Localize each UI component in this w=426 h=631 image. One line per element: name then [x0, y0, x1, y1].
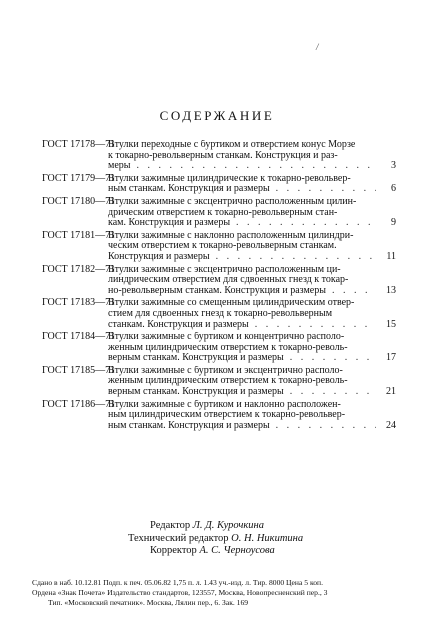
credit-editor — [0, 520, 426, 533]
toc-entry — [42, 231, 398, 263]
toc-title-line: Втулки зажимные с буртиком и эксцентрично располо- — [108, 365, 343, 376]
toc-leader-dots — [131, 161, 377, 172]
toc-title — [108, 140, 376, 172]
toc-title — [108, 265, 376, 297]
corner-mark: / — [316, 42, 319, 52]
toc-title-line: кам. Конструкция и размеры — [108, 217, 231, 229]
toc-title-line: ным цилиндрическим отверстием к токарно-револьвер- — [108, 410, 346, 421]
toc-title-line: ным станкам. Конструкция и размеры — [108, 419, 270, 431]
toc-title-last-line — [108, 421, 376, 432]
toc-title-last-line — [108, 387, 376, 398]
toc-title-line: Втулки зажимные с буртиком и наклонно расположен- — [108, 399, 341, 410]
credit-corrector-role: Корректор — [150, 545, 197, 556]
toc-title-line: верным станкам. Конструкция и размеры — [108, 352, 284, 364]
toc-leader-dots — [249, 320, 376, 331]
credit-tech-name: О. Н. Никитина — [231, 532, 304, 544]
toc-page-number: 6 — [391, 183, 396, 195]
toc-page-number: 17 — [386, 352, 396, 364]
toc-entry — [42, 140, 398, 172]
toc-title-line: стием для сдвоенных гнезд к токарно-револьверным — [108, 308, 333, 319]
toc-title-line: но-револьверным станкам. Конструкция и размеры — [108, 284, 326, 296]
toc-standard-code: ГОСТ 17179—71 — [42, 172, 116, 184]
toc-standard-code: ГОСТ 17180—71 — [42, 195, 116, 207]
toc-leader-dots — [326, 286, 376, 297]
credit-tech-role: Технический редактор — [128, 532, 229, 544]
toc-leader-dots — [284, 353, 376, 364]
toc-page-number: 13 — [386, 284, 396, 296]
toc-leader-dots — [210, 252, 376, 263]
imprint-line: Сдано в наб. 10.12.81 Подп. к печ. 05.06.82 1,75 п. л. 1.43 уч.-изд. л. Тир. 8000 Цена 5 коп. — [32, 578, 324, 587]
toc-title-last-line — [108, 320, 376, 331]
toc-leader-dots — [230, 218, 376, 229]
toc-leader-dots — [270, 184, 376, 195]
toc-page-number: 15 — [386, 318, 396, 330]
imprint-line: Тип. «Московский печатник». Москва, Лялин пер., 6. Зак. 169 — [48, 598, 249, 607]
toc-title-line: Втулки зажимные с эксцентрично расположенным цилин- — [108, 196, 357, 207]
toc-entry — [42, 298, 398, 330]
toc-standard-code: ГОСТ 17185—71 — [42, 364, 116, 376]
toc-title-line: ческим отверстием к токарно-револьверным станкам. — [108, 241, 337, 252]
toc-title — [108, 174, 376, 195]
toc-title-line: Втулки зажимные с наклонно расположенным цилиндри- — [108, 230, 354, 241]
toc-standard-code: ГОСТ 17181—71 — [42, 229, 116, 241]
toc-title-line: верным станкам. Конструкция и размеры — [108, 386, 284, 398]
toc-page-number: 11 — [386, 250, 396, 262]
toc-title-last-line — [108, 286, 376, 297]
toc-title-line: к токарно-револьверным станкам. Конструкция и раз- — [108, 150, 338, 161]
toc-title-last-line — [108, 252, 376, 263]
toc-entry — [42, 174, 398, 195]
toc-standard-code: ГОСТ 17186—71 — [42, 398, 116, 410]
toc-title-last-line — [108, 218, 376, 229]
toc-page-number: 24 — [386, 419, 396, 431]
toc-title-line: Втулки зажимные с эксцентрично расположенным ци- — [108, 264, 341, 275]
contents-heading: СОДЕРЖАНИЕ — [159, 108, 275, 123]
toc-title-line: ным станкам. Конструкция и размеры — [108, 183, 270, 195]
imprint-line: Ордена «Знак Почета» Издательство стандартов, 123557, Москва, Новопресненский пер., 3 — [32, 588, 328, 597]
toc-title-line: станкам. Конструкция и размеры — [108, 318, 249, 330]
toc-leader-dots — [270, 421, 376, 432]
credit-editor-role: Редактор — [150, 520, 191, 531]
toc-title — [108, 366, 376, 398]
toc-title-last-line — [108, 353, 376, 364]
toc-entry — [42, 366, 398, 398]
toc-title-line: Втулки зажимные цилиндрические к токарно-револьвер- — [108, 173, 351, 184]
toc-title — [108, 298, 376, 330]
toc-title-last-line — [108, 184, 376, 195]
toc-title — [108, 332, 376, 364]
credit-corrector-name: А. С. Черноусова — [199, 545, 275, 556]
toc-standard-code: ГОСТ 17182—71 — [42, 263, 116, 275]
toc-entry — [42, 400, 398, 432]
toc-title-line: меры — [108, 160, 131, 172]
toc-title-line: дрическим отверстием к токарно-револьверным стан- — [108, 207, 338, 218]
toc-page-number: 9 — [391, 217, 396, 229]
toc-title-line: Конструкция и размеры — [108, 250, 210, 262]
toc-entry — [42, 197, 398, 229]
toc-entry — [42, 265, 398, 297]
credit-editor-name: Л. Д. Курочкина — [192, 520, 264, 531]
table-of-contents — [42, 140, 398, 433]
toc-title — [108, 400, 376, 432]
toc-page-number: 3 — [391, 160, 396, 172]
credits-block — [0, 520, 426, 558]
credit-corrector — [0, 545, 426, 558]
toc-page-number: 21 — [386, 386, 396, 398]
toc-standard-code: ГОСТ 17178—71 — [42, 139, 116, 150]
toc-title — [108, 197, 376, 229]
toc-title-line: женным цилиндрическим отверстием к токарно-револь- — [108, 376, 348, 387]
toc-title — [108, 231, 376, 263]
toc-standard-code: ГОСТ 17184—71 — [42, 331, 116, 343]
toc-title-line: линдрическим отверстием для сдвоенных гнезд к токар- — [108, 275, 349, 286]
toc-leader-dots — [284, 387, 376, 398]
toc-title-line: Втулки переходные с буртиком и отверстием конус Морзе — [108, 140, 356, 150]
toc-title-last-line — [108, 161, 376, 172]
toc-title-line: женным цилиндрическим отверстием к токарно-револь- — [108, 342, 348, 353]
credit-tech-editor — [0, 533, 426, 546]
toc-standard-code: ГОСТ 17183—71 — [42, 297, 116, 309]
imprint-block — [32, 578, 412, 608]
toc-title-line: Втулки зажимные со смещенным цилиндрическим отвер- — [108, 298, 355, 309]
toc-entry — [42, 332, 398, 364]
toc-title-line: Втулки зажимные с буртиком и концентрично располо- — [108, 332, 345, 343]
